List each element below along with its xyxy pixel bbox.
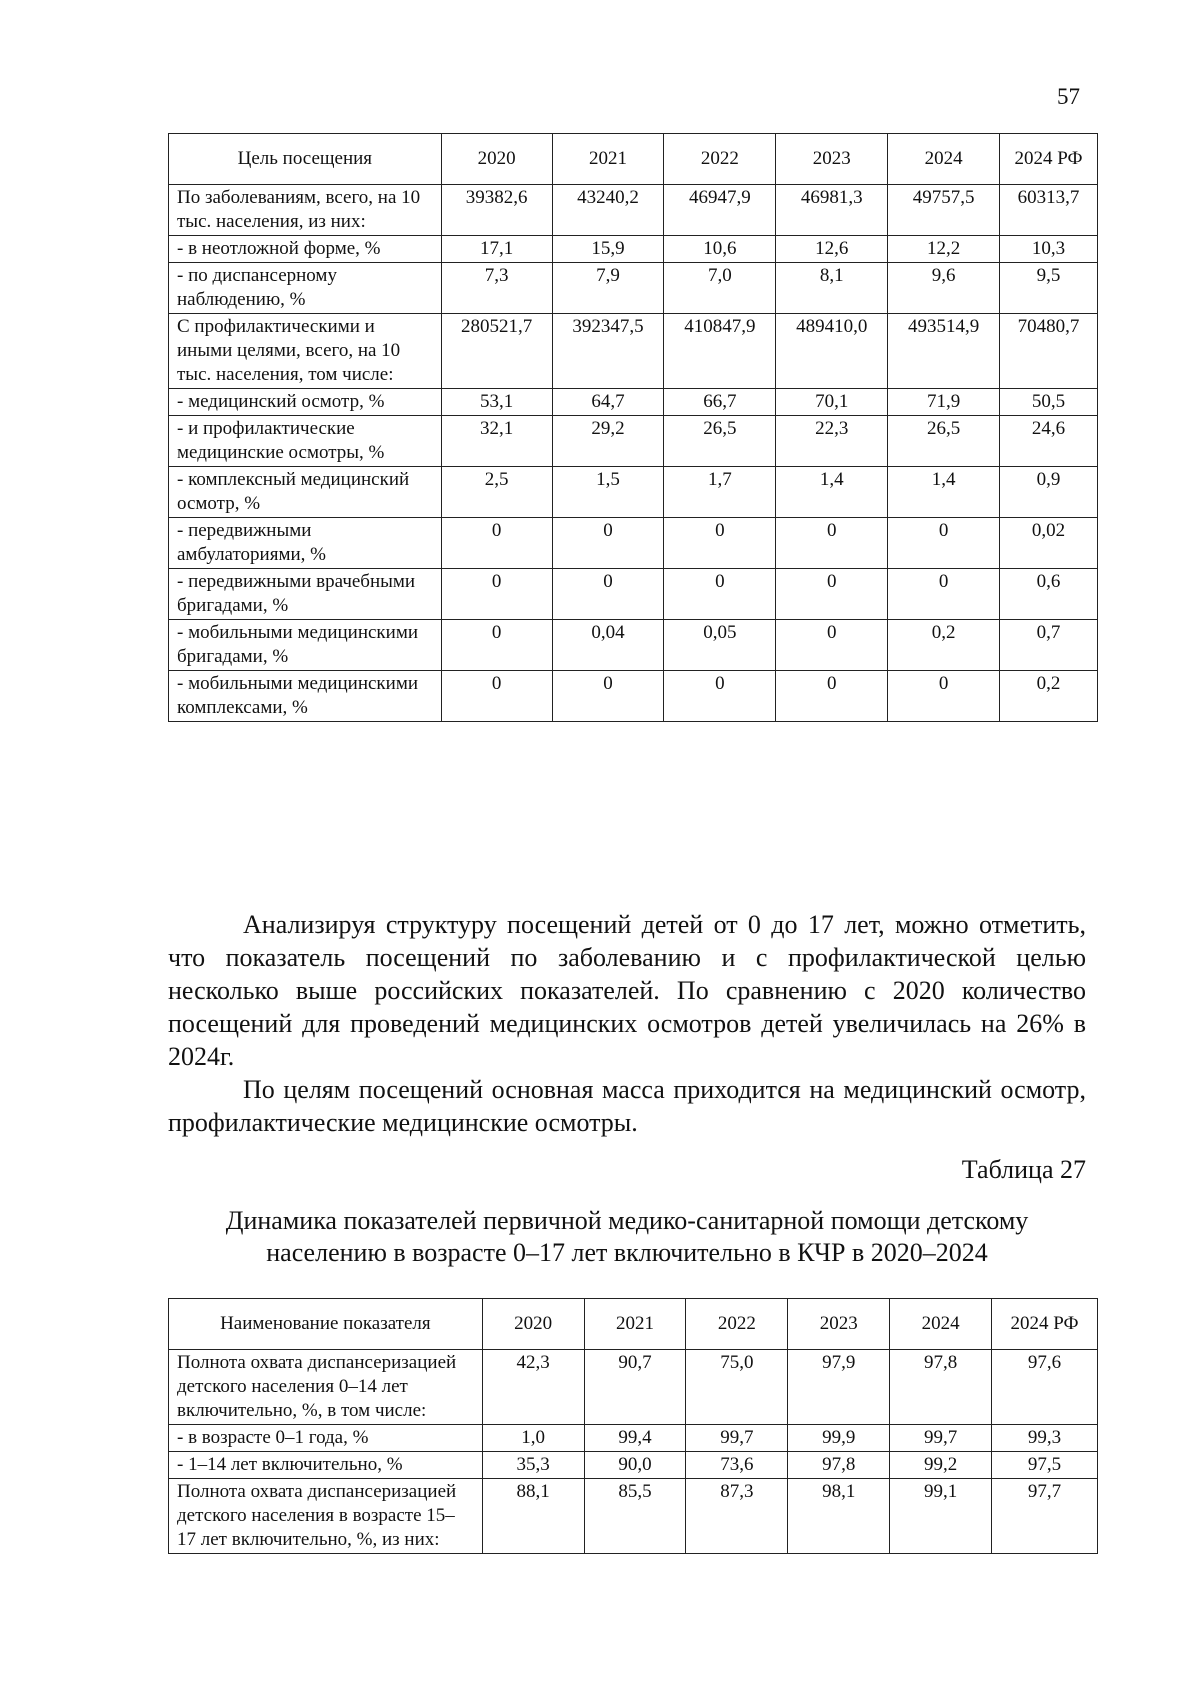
table-cell: 0,04 <box>552 620 664 671</box>
table-row <box>169 671 1098 722</box>
table-cell: 87,3 <box>686 1479 788 1554</box>
table-cell: 8,1 <box>776 263 888 314</box>
table-cell: 0 <box>776 671 888 722</box>
column-header: 2020 <box>482 1299 584 1350</box>
table-cell: 0 <box>441 518 552 569</box>
column-header: 2023 <box>788 1299 890 1350</box>
table-cell: 489410,0 <box>776 314 888 389</box>
table-cell: 98,1 <box>788 1479 890 1554</box>
table-cell: 0 <box>776 569 888 620</box>
column-header: 2022 <box>686 1299 788 1350</box>
table-row <box>169 620 1098 671</box>
column-header: 2022 <box>664 134 776 185</box>
table-cell: 0 <box>888 569 1000 620</box>
table-cell: 53,1 <box>441 389 552 416</box>
table-cell: 0 <box>664 518 776 569</box>
row-label: - мобильными медицинскими бригадами, % <box>169 620 442 671</box>
table-cell: 7,0 <box>664 263 776 314</box>
table-cell: 99,4 <box>584 1425 686 1452</box>
row-label: Полнота охвата диспансеризацией детского населения 0–14 лет включительно, %, в том числе: <box>169 1350 483 1425</box>
table-cell: 410847,9 <box>664 314 776 389</box>
row-label: - в неотложной форме, % <box>169 236 442 263</box>
table-cell: 32,1 <box>441 416 552 467</box>
table-cell: 90,7 <box>584 1350 686 1425</box>
visit-purpose-table <box>168 133 1098 722</box>
table-cell: 70,1 <box>776 389 888 416</box>
table-cell: 97,6 <box>992 1350 1098 1425</box>
table-cell: 0 <box>552 671 664 722</box>
row-label: - и профилактические медицинские осмотры, % <box>169 416 442 467</box>
page-number: 57 <box>1057 84 1080 109</box>
table-row <box>169 416 1098 467</box>
table-cell: 64,7 <box>552 389 664 416</box>
table-cell: 0 <box>776 620 888 671</box>
table-cell: 85,5 <box>584 1479 686 1554</box>
table-row <box>169 518 1098 569</box>
table-cell: 49757,5 <box>888 185 1000 236</box>
table-cell: 0,2 <box>888 620 1000 671</box>
table-cell: 9,6 <box>888 263 1000 314</box>
analysis-paragraph: Анализируя структуру посещений детей от 0 до 17 лет, можно отметить, что показатель посещений по заболеванию и с профилактической целью несколько выше российских показателей. По сравнению с 2020 количество посещений для проведений медицинских осмотров детей увеличилась на 26% в 2024г. <box>168 910 1086 1071</box>
table-label: Таблица 27 <box>961 1155 1086 1184</box>
table-cell: 60313,7 <box>1000 185 1098 236</box>
column-header: 2024 <box>888 134 1000 185</box>
row-label: - передвижными врачебными бригадами, % <box>169 569 442 620</box>
column-header: 2021 <box>584 1299 686 1350</box>
table-row <box>169 236 1098 263</box>
table-row <box>169 569 1098 620</box>
table-row <box>169 467 1098 518</box>
table-row <box>169 1350 1098 1425</box>
table-cell: 12,6 <box>776 236 888 263</box>
table-cell: 97,8 <box>788 1452 890 1479</box>
table-cell: 42,3 <box>482 1350 584 1425</box>
table-cell: 0,05 <box>664 620 776 671</box>
table-cell: 71,9 <box>888 389 1000 416</box>
table-cell: 97,8 <box>890 1350 992 1425</box>
row-label: - медицинский осмотр, % <box>169 389 442 416</box>
table-cell: 0 <box>552 518 664 569</box>
column-header: Цель посещения <box>169 134 442 185</box>
table-cell: 0 <box>552 569 664 620</box>
table-cell: 0,2 <box>1000 671 1098 722</box>
table-cell: 26,5 <box>664 416 776 467</box>
primary-care-indicators-table <box>168 1298 1098 1554</box>
table-cell: 88,1 <box>482 1479 584 1554</box>
table-cell: 1,0 <box>482 1425 584 1452</box>
table-row <box>169 1479 1098 1554</box>
table-cell: 24,6 <box>1000 416 1098 467</box>
table-cell: 9,5 <box>1000 263 1098 314</box>
table-cell: 29,2 <box>552 416 664 467</box>
row-label: - передвижными амбулаториями, % <box>169 518 442 569</box>
table-header-row <box>169 1299 1098 1350</box>
column-header: Наименование показателя <box>169 1299 483 1350</box>
table-cell: 0,7 <box>1000 620 1098 671</box>
table-cell: 99,7 <box>686 1425 788 1452</box>
table-cell: 0 <box>441 671 552 722</box>
table-cell: 46981,3 <box>776 185 888 236</box>
column-header: 2024 <box>890 1299 992 1350</box>
table-cell: 7,9 <box>552 263 664 314</box>
table-cell: 2,5 <box>441 467 552 518</box>
table-cell: 1,5 <box>552 467 664 518</box>
table-cell: 493514,9 <box>888 314 1000 389</box>
table-row <box>169 1452 1098 1479</box>
table-cell: 0 <box>441 569 552 620</box>
table-cell: 0 <box>888 518 1000 569</box>
row-label: Полнота охвата диспансеризацией детского населения в возрасте 15–17 лет включительно, %, из них: <box>169 1479 483 1554</box>
table-cell: 0,02 <box>1000 518 1098 569</box>
row-label: По заболеваниям, всего, на 10 тыс. населения, из них: <box>169 185 442 236</box>
table-cell: 75,0 <box>686 1350 788 1425</box>
table-cell: 99,3 <box>992 1425 1098 1452</box>
row-label: - мобильными медицинскими комплексами, % <box>169 671 442 722</box>
table-cell: 97,5 <box>992 1452 1098 1479</box>
table-cell: 15,9 <box>552 236 664 263</box>
column-header: 2024 РФ <box>1000 134 1098 185</box>
table-header-row <box>169 134 1098 185</box>
table-cell: 10,6 <box>664 236 776 263</box>
column-header: 2023 <box>776 134 888 185</box>
table-cell: 7,3 <box>441 263 552 314</box>
column-header: 2020 <box>441 134 552 185</box>
table-cell: 50,5 <box>1000 389 1098 416</box>
table-row <box>169 1425 1098 1452</box>
table-cell: 22,3 <box>776 416 888 467</box>
table-cell: 0,9 <box>1000 467 1098 518</box>
table-row <box>169 389 1098 416</box>
table-row <box>169 314 1098 389</box>
table-row <box>169 263 1098 314</box>
table-cell: 392347,5 <box>552 314 664 389</box>
table-cell: 97,7 <box>992 1479 1098 1554</box>
table-cell: 12,2 <box>888 236 1000 263</box>
column-header: 2021 <box>552 134 664 185</box>
row-label: С профилактическими и иными целями, всего, на 10 тыс. населения, том числе: <box>169 314 442 389</box>
table-cell: 99,2 <box>890 1452 992 1479</box>
table-cell: 70480,7 <box>1000 314 1098 389</box>
table-cell: 90,0 <box>584 1452 686 1479</box>
table-cell: 39382,6 <box>441 185 552 236</box>
row-label: - по диспансерному наблюдению, % <box>169 263 442 314</box>
table-cell: 0 <box>888 671 1000 722</box>
table-cell: 26,5 <box>888 416 1000 467</box>
row-label: - в возрасте 0–1 года, % <box>169 1425 483 1452</box>
visit-purpose-paragraph: По целям посещений основная масса приходится на медицинский осмотр, профилактические медицинские осмотры. <box>168 1075 1086 1137</box>
row-label: - комплексный медицинский осмотр, % <box>169 467 442 518</box>
table-cell: 0 <box>664 671 776 722</box>
table-cell: 99,7 <box>890 1425 992 1452</box>
table-cell: 99,9 <box>788 1425 890 1452</box>
table-cell: 1,4 <box>888 467 1000 518</box>
table-cell: 10,3 <box>1000 236 1098 263</box>
table-cell: 280521,7 <box>441 314 552 389</box>
table-cell: 99,1 <box>890 1479 992 1554</box>
table-title: Динамика показателей первичной медико-санитарной помощи детскому населению в возрасте 0–17 лет включительно в КЧР в 2020–2024 <box>225 1206 1029 1267</box>
table-cell: 1,4 <box>776 467 888 518</box>
table-cell: 97,9 <box>788 1350 890 1425</box>
table-cell: 43240,2 <box>552 185 664 236</box>
table-cell: 0 <box>441 620 552 671</box>
table-cell: 0,6 <box>1000 569 1098 620</box>
table-cell: 35,3 <box>482 1452 584 1479</box>
table-cell: 66,7 <box>664 389 776 416</box>
table-cell: 17,1 <box>441 236 552 263</box>
column-header: 2024 РФ <box>992 1299 1098 1350</box>
table-cell: 0 <box>664 569 776 620</box>
table-cell: 46947,9 <box>664 185 776 236</box>
table-cell: 73,6 <box>686 1452 788 1479</box>
table-row <box>169 185 1098 236</box>
row-label: - 1–14 лет включительно, % <box>169 1452 483 1479</box>
table-cell: 0 <box>776 518 888 569</box>
table-cell: 1,7 <box>664 467 776 518</box>
